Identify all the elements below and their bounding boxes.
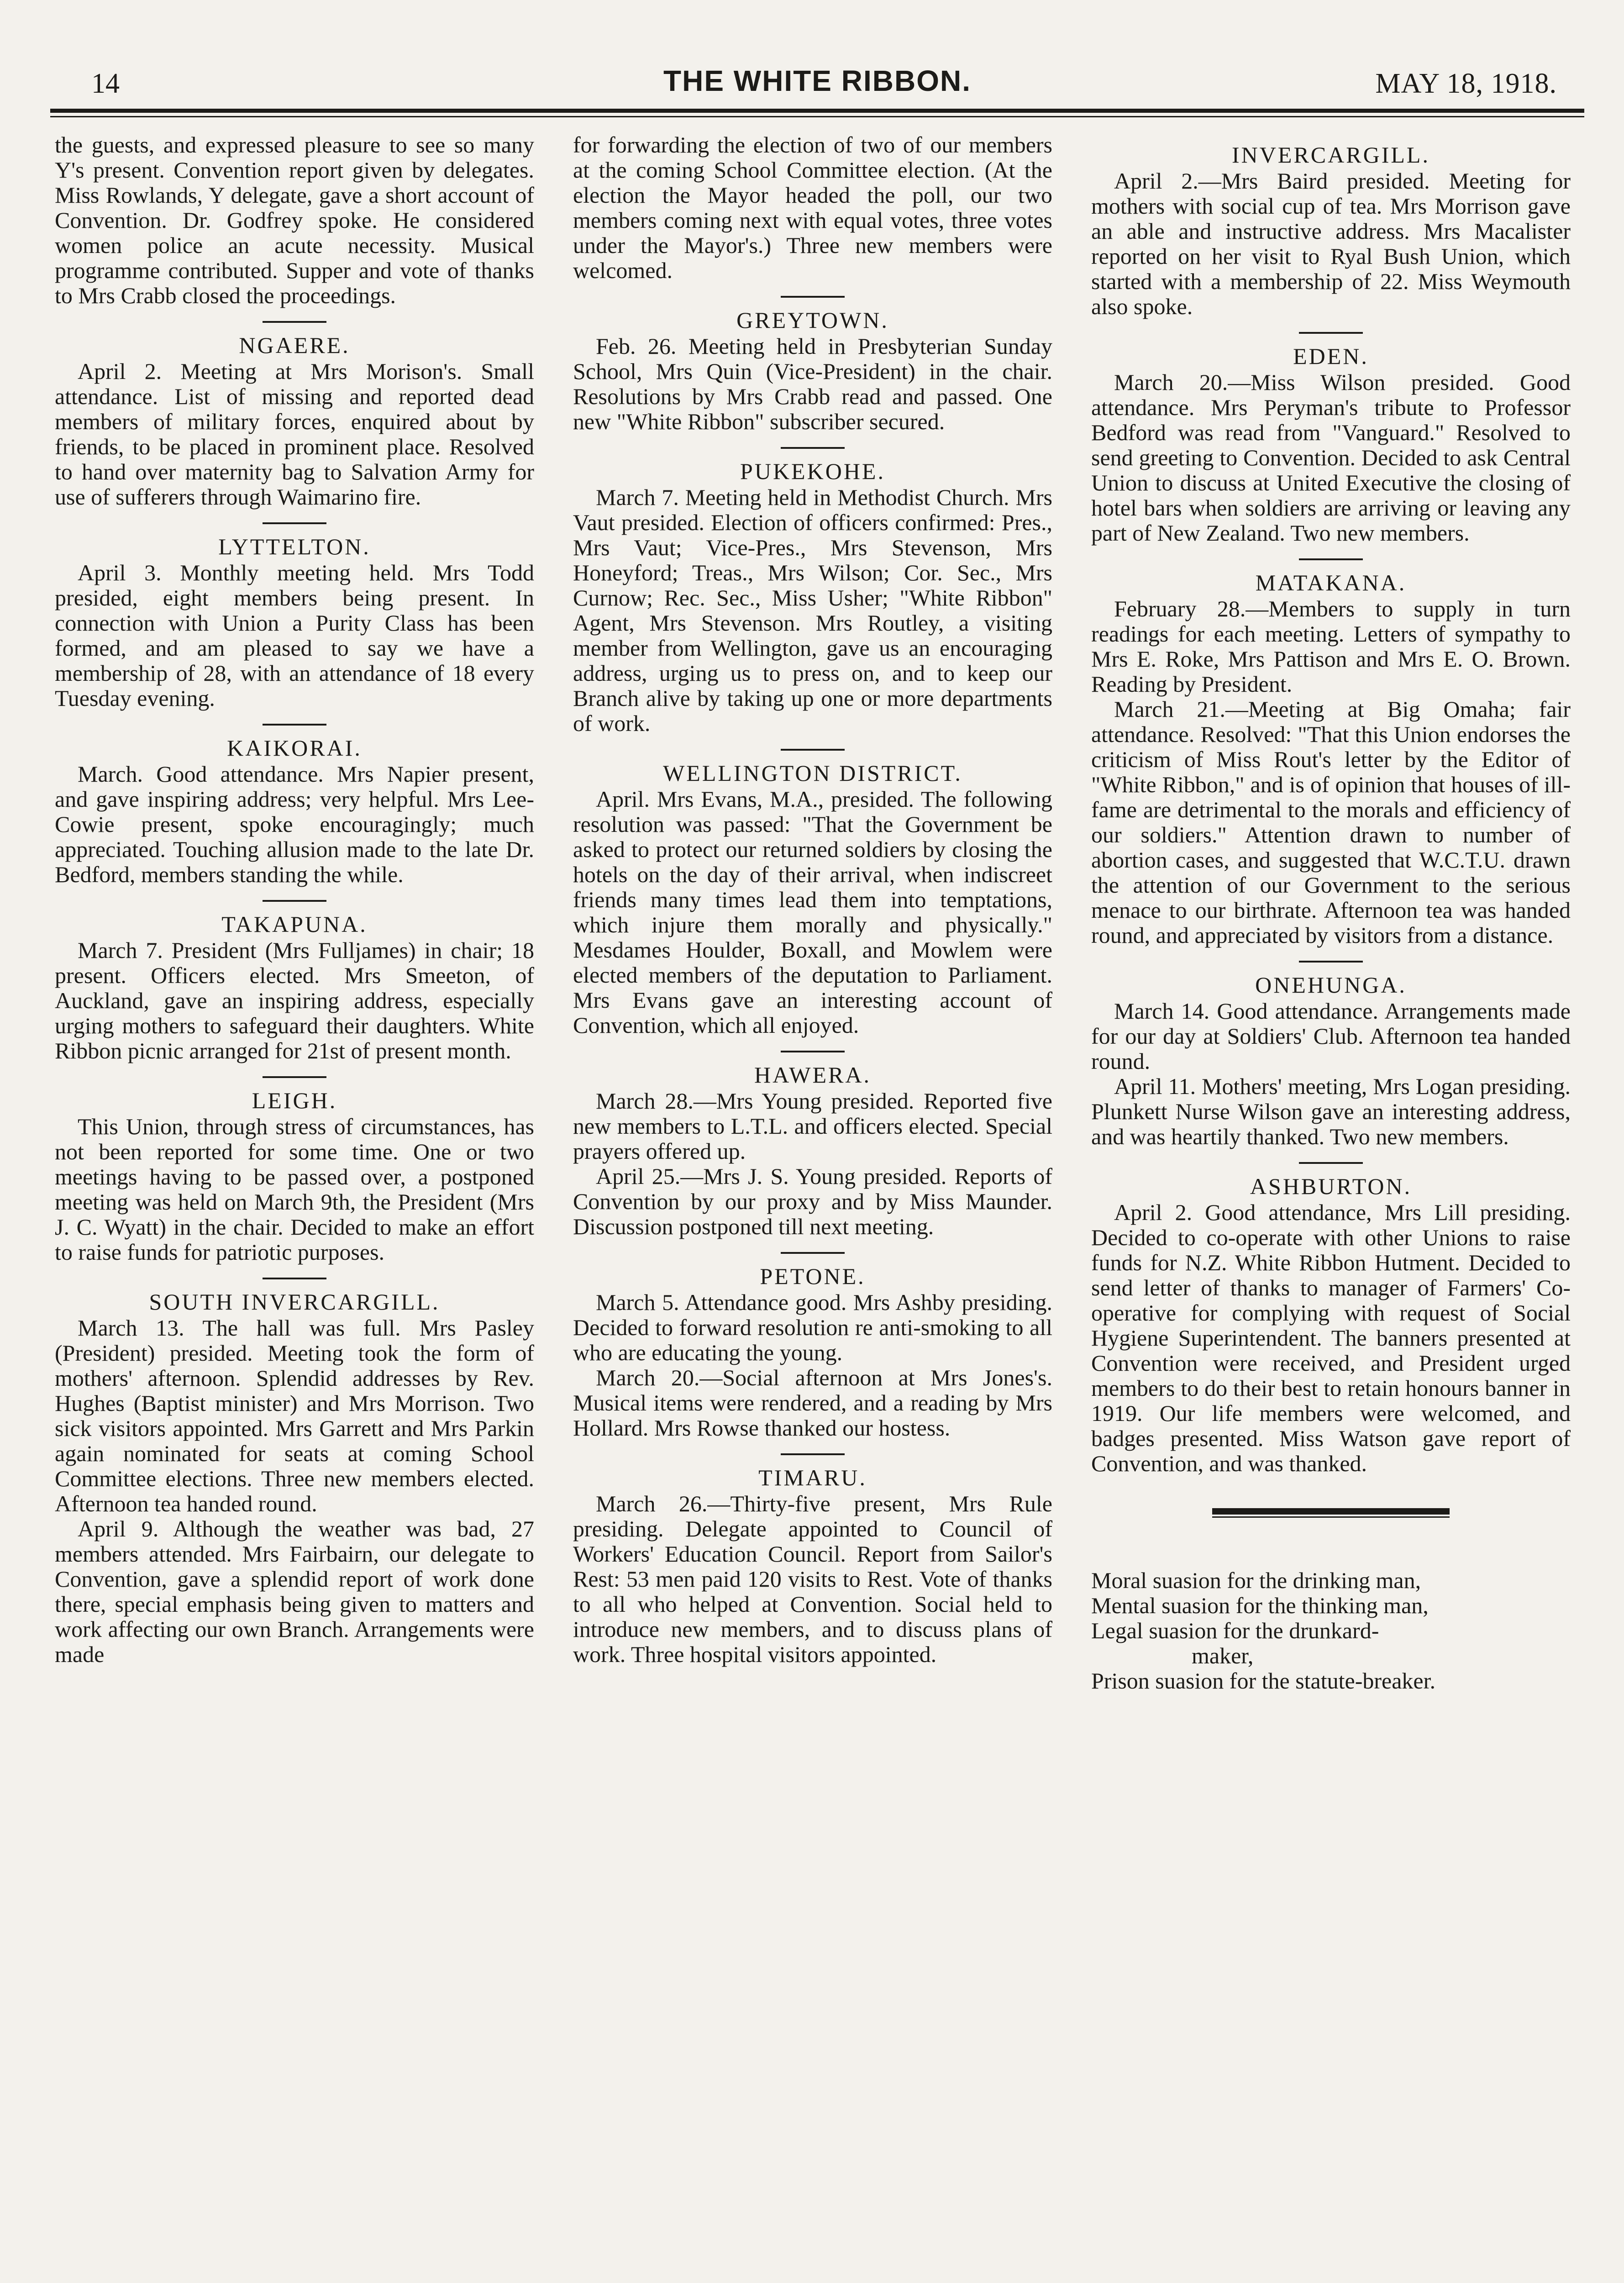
ornamental-rule — [1212, 1508, 1450, 1515]
section-paragraph: This Union, through stress of circumstances, has not been reported for some time. One or two meetings having to be passed over, a postponed meeting was held on March 9th, the President (Mrs J. C. Wyatt) in the chair. Decided to make an effort to raise funds for patriotic purposes. — [55, 1114, 534, 1265]
column-intro: for forwarding the election of two of our members at the coming School Committee election. (At the election the Mayor headed the poll, our two members coming next with equal votes, three votes under the Mayor's.) Three new members were welcomed. — [573, 132, 1052, 283]
column-intro: the guests, and expressed pleasure to see so many Y's present. Convention report given by delegates. Miss Rowlands, Y delegate, gave a short account of Convention. Dr. Godfrey spoke. He considered women police an acute necessity. Musical programme contributed. Supper and vote of thanks to Mrs Crabb closed the proceedings. — [55, 132, 534, 308]
report-section — [1091, 1174, 1571, 1476]
section-divider — [781, 749, 845, 751]
section-divider — [263, 522, 326, 524]
column-3 — [1091, 132, 1571, 1694]
section-divider — [1299, 332, 1363, 334]
section-paragraph: April 25.—Mrs J. S. Young presided. Reports of Convention by our proxy and by Miss Maunder. Discussion postponed till next meeting. — [573, 1163, 1052, 1239]
report-section — [55, 736, 534, 887]
section-divider — [263, 900, 326, 902]
section-title: EDEN. — [1293, 343, 1369, 369]
section-divider — [1299, 1162, 1363, 1164]
section-divider — [781, 447, 845, 449]
page-header — [50, 59, 1584, 110]
section-divider — [263, 724, 326, 726]
section-paragraph: April 2. Meeting at Mrs Morison's. Small attendance. List of missing and reported dead members of military forces, enquired about by friends, to be placed in prominent place. Resolved to hand over maternity bag to Salvation Army for use of sufferers through Waimarino fire. — [55, 358, 534, 510]
section-divider — [1299, 961, 1363, 963]
section-paragraph: April 9. Although the weather was bad, 27 members attended. Mrs Fairbairn, our delegate to Convention, gave a splendid report of work done there, special emphasis being given to matters and work affecting our own Branch. Arrangements were made — [55, 1516, 534, 1667]
section-divider — [263, 1278, 326, 1279]
verse-line: Moral suasion for the drinking man, — [1091, 1568, 1421, 1593]
section-paragraph: March 20.—Social afternoon at Mrs Jones's. Musical items were rendered, and a reading by Mrs Hollard. Mrs Rowse thanked our hostess. — [573, 1365, 1052, 1441]
section-title: INVERCARGILL. — [1232, 142, 1430, 168]
section-title: TAKAPUNA. — [221, 911, 368, 937]
section-paragraph: February 28.—Members to supply in turn readings for each meeting. Letters of sympathy to Mrs E. Roke, Mrs Pattison and Mrs E. O. Brown. Reading by President. — [1091, 596, 1571, 697]
report-section — [55, 534, 534, 711]
report-section — [573, 761, 1052, 1038]
report-section — [55, 1088, 534, 1265]
section-title: MATAKANA. — [1255, 570, 1407, 595]
section-paragraph: April 2.—Mrs Baird presided. Meeting for mothers with social cup of tea. Mrs Morrison gave an able and instructive address. Mrs Macalister reported on her visit to Ryal Bush Union, which started with a membership of 22. Miss Weymouth also spoke. — [1091, 168, 1571, 319]
section-divider — [1299, 558, 1363, 560]
section-paragraph: March. Good attendance. Mrs Napier present, and gave inspiring address; very helpful. Mrs Lee-Cowie present, spoke encouragingly; much appreciated. Touching allusion made to the late Dr. Bedford, members standing the while. — [55, 761, 534, 887]
page-number: 14 — [91, 68, 120, 99]
report-section — [55, 333, 534, 510]
section-paragraph: March 13. The hall was full. Mrs Pasley (President) presided. Meeting took the form of mothers' afternoon. Splendid addresses by Rev. Hughes (Baptist minister) and Mrs Morrison. Two sick visitors appointed. Mrs Garrett and Mrs Parkin again nominated for seats at coming School Committee elections. Three new members elected. Afternoon tea handed round. — [55, 1315, 534, 1516]
section-title: GREYTOWN. — [736, 307, 889, 333]
report-section — [1091, 570, 1571, 948]
section-title: TIMARU. — [758, 1465, 867, 1490]
section-title: KAIKORAI. — [227, 735, 362, 761]
report-section — [1091, 344, 1571, 546]
section-divider — [781, 296, 845, 298]
section-divider — [781, 1453, 845, 1455]
section-divider — [263, 1076, 326, 1078]
section-paragraph: April. Mrs Evans, M.A., presided. The following resolution was passed: "That the Government be asked to protect our returned soldiers by closing the hotels on the day of their arrival, when indiscreet friends many times lead them into temptations, which injure them morally and physically." Mesdames Houlder, Boxall, and Mowlem were elected members of the deputation to Parliament. Mrs Evans gave an interesting account of Convention, which all enjoyed. — [573, 786, 1052, 1038]
report-section — [573, 1063, 1052, 1239]
report-section — [573, 459, 1052, 736]
header-rule-thin — [50, 116, 1584, 117]
report-section — [1091, 973, 1571, 1149]
verse-line: Prison suasion for the statute-breaker. — [1091, 1668, 1435, 1694]
section-paragraph: March 26.—Thirty-five present, Mrs Rule presiding. Delegate appointed to Council of Workers' Education Council. Report from Sailor's Rest: 53 men paid 120 visits to Rest. Vote of thanks to all who helped at Convention. Social held to introduce new members, and to discuss plans of work. Three hospital visitors appointed. — [573, 1491, 1052, 1667]
report-section — [573, 1264, 1052, 1441]
verse-line: maker, — [1192, 1643, 1254, 1668]
verse-line: Mental suasion for the thinking man, — [1091, 1593, 1429, 1618]
section-divider — [263, 321, 326, 323]
section-paragraph: March 14. Good attendance. Arrangements made for our day at Soldiers' Club. Afternoon tea handed round. — [1091, 998, 1571, 1074]
section-paragraph: March 5. Attendance good. Mrs Ashby presiding. Decided to forward resolution re anti-smoking to all who are educating the young. — [573, 1289, 1052, 1365]
publication-title: THE WHITE RIBBON. — [663, 64, 971, 97]
section-paragraph: March 21.—Meeting at Big Omaha; fair attendance. Resolved: "That this Union endorses the criticism of Miss Rout's letter by the Editor of "White Ribbon," and is of opinion that houses of ill-fame are detrimental to the morals and efficiency of our soldiers." Attention drawn to number of abortion cases, and suggested that W.C.T.U. drawn the attention of our Government to the serious menace to our birthrate. Afternoon tea was handed round, and appreciated by visitors from a distance. — [1091, 696, 1571, 948]
section-paragraph: March 20.—Miss Wilson presided. Good attendance. Mrs Peryman's tribute to Professor Bedford was read from "Vanguard." Resolved to send greeting to Convention. Decided to ask Central Union to discuss at United Executive the closing of hotel bars when soldiers are arriving or leaving any part of New Zealand. Two new members. — [1091, 369, 1571, 546]
header-rule-thick — [50, 109, 1584, 113]
section-title: HAWERA. — [754, 1062, 871, 1088]
section-title: PETONE. — [760, 1263, 866, 1289]
section-paragraph: March 7. President (Mrs Fulljames) in chair; 18 present. Officers elected. Mrs Smeeton, of Auckland, gave an inspiring address, especially urging mothers to safeguard their daughters. White Ribbon picnic arranged for 21st of present month. — [55, 937, 534, 1063]
section-title: LYTTELTON. — [218, 534, 371, 559]
section-title: ONEHUNGA. — [1255, 972, 1407, 998]
column-2 — [573, 132, 1052, 1667]
verse-line: Legal suasion for the drunkard- — [1091, 1618, 1379, 1643]
report-section — [573, 308, 1052, 434]
closing-verse — [1091, 1568, 1571, 1694]
report-section — [55, 1289, 534, 1667]
section-paragraph: Feb. 26. Meeting held in Presbyterian Sunday School, Mrs Quin (Vice-President) in the chair. Resolutions by Mrs Crabb read and passed. One new "White Ribbon" subscriber secured. — [573, 333, 1052, 434]
section-divider — [781, 1051, 845, 1052]
section-divider — [781, 1252, 845, 1254]
ornamental-rule-thin — [1212, 1516, 1450, 1518]
section-paragraph: March 28.—Mrs Young presided. Reported five new members to L.T.L. and officers elected. Special prayers offered up. — [573, 1088, 1052, 1164]
section-paragraph: March 7. Meeting held in Methodist Church. Mrs Vaut presided. Election of officers confirmed: Pres., Mrs Vaut; Vice-Pres., Mrs Stevenson, Mrs Honeyford; Treas., Mrs Wilson; Cor. Sec., Mrs Curnow; Rec. Sec., Miss Usher; "White Ribbon" Agent, Mrs Stevenson. Mrs Routley, a visiting member from Wellington, gave us an encouraging address, urging us to press on, and to keep our Branch alive by taking up one or more departments of work. — [573, 484, 1052, 736]
column-1 — [55, 132, 534, 1667]
section-title: PUKEKOHE. — [740, 458, 885, 484]
section-paragraph: April 11. Mothers' meeting, Mrs Logan presiding. Plunkett Nurse Wilson gave an interesting address, and was heartily thanked. Two new members. — [1091, 1073, 1571, 1149]
report-section — [55, 912, 534, 1063]
section-paragraph: April 3. Monthly meeting held. Mrs Todd presided, eight members being present. In connection with Union a Purity Class has been formed, and am pleased to say we have a membership of 28, with an attendance of 18 every Tuesday evening. — [55, 560, 534, 711]
section-title: WELLINGTON DISTRICT. — [663, 760, 962, 786]
section-title: SOUTH INVERCARGILL. — [149, 1289, 440, 1315]
section-paragraph: April 2. Good attendance, Mrs Lill presiding. Decided to co-operate with other Unions to raise funds for N.Z. White Ribbon Hutment. Decided to send letter of thanks to manager of Farmers' Co-operative for complying with request of Social Hygiene Superintendent. The banners presented at Convention were received, and President urged members to do their best to retain honours banner in 1919. Our life members were welcomed, and badges presented. Miss Watson gave report of Convention, and was thanked. — [1091, 1199, 1571, 1476]
section-title: ASHBURTON. — [1250, 1173, 1412, 1199]
section-title: LEIGH. — [252, 1088, 337, 1113]
report-section — [1091, 142, 1571, 319]
section-title: NGAERE. — [239, 332, 350, 358]
issue-date: MAY 18, 1918. — [1375, 68, 1557, 99]
report-section — [573, 1465, 1052, 1667]
